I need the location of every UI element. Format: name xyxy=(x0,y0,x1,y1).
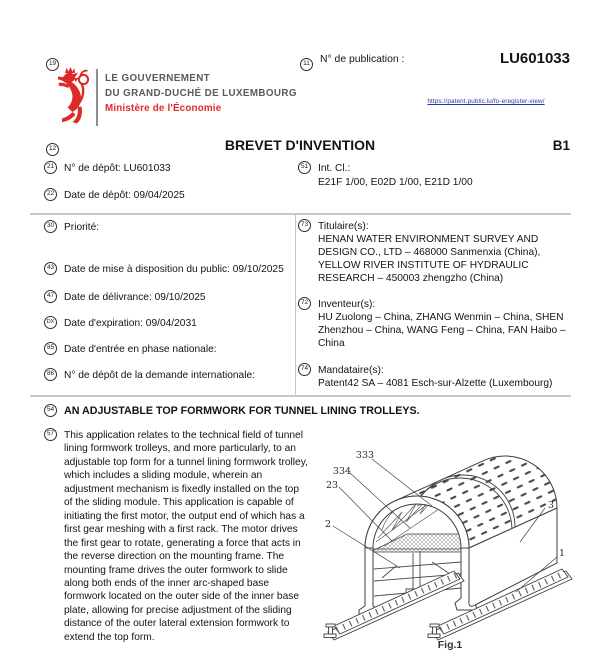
gov-line3-ministry: Ministère de l'Économie xyxy=(105,103,222,114)
table-column-divider xyxy=(295,213,296,396)
logo-divider xyxy=(96,69,98,126)
grant-date-text: Date de délivrance: 09/10/2025 xyxy=(64,292,206,303)
national-phase-row xyxy=(44,342,284,356)
inid-43-number: 43 xyxy=(44,262,57,275)
inventors-label: Inventeur(s): xyxy=(318,299,376,310)
figure-label-2: 2 xyxy=(324,519,332,530)
table-top-rule xyxy=(30,213,571,215)
patent-figure-drawing xyxy=(312,420,592,660)
abstract-row xyxy=(44,428,310,644)
int-cl-value: E21F 1/00, E02D 1/00, E21D 1/00 xyxy=(318,177,473,188)
gov-line1: LE GOUVERNEMENT xyxy=(105,73,211,84)
holders-label: Titulaire(s): xyxy=(318,221,369,232)
int-cl-label: Int. Cl.: xyxy=(318,163,351,174)
figure-label-3: 3 xyxy=(547,500,555,511)
expiry-date-row xyxy=(44,316,284,330)
abstract-text: This application relates to the technical field of tunnel lining formwork trolleys, and more particularly, to an adjustable top form for a tunnel lining formwork trolley, which includes a sliding module, wherein an adjustment mechanism is fixedly installed on the top of the sliding module. This application is capable of initiating the first motor, the output end of which has a first gear meshing with a first rack. The motor drives the first gear to rotate, generating a force that acts in the reverse direction on the mounting frame. The mounting frame drives the outer formwork to slide along both ends of the inner arc-shaped base formwork located on the outer side of the inner base plate, allowing for precise adjustment of the sliding distance of the outer lateral extension formwork to extend the top form. xyxy=(64,430,308,643)
invention-title: AN ADJUSTABLE TOP FORMWORK FOR TUNNEL LINING TROLLEYS. xyxy=(64,405,420,417)
holders-row xyxy=(298,219,570,233)
international-filing-row xyxy=(44,368,289,382)
inid-47-number: 47 xyxy=(44,290,57,303)
inid-19-number: 19 xyxy=(46,58,59,71)
depot-number-text: N° de dépôt: LU601033 xyxy=(64,163,171,174)
inid-57-number: 57 xyxy=(44,428,57,441)
inid-11-number: 11 xyxy=(300,58,313,71)
inid-73-number: 73 xyxy=(298,219,311,232)
inid-12-number: 12 xyxy=(46,143,59,156)
figure-label-23: 23 xyxy=(325,480,339,491)
eregister-link[interactable]: https://patent.public.lu/fo-eregister-view/ xyxy=(427,98,545,105)
kind-code: B1 xyxy=(552,138,570,153)
national-phase-text: Date d'entrée en phase nationale: xyxy=(64,344,217,355)
inid-51-number: 51 xyxy=(298,161,311,174)
depot-number-row xyxy=(44,161,171,175)
publication-number: LU601033 xyxy=(499,50,570,67)
inid-54-number: 54 xyxy=(44,404,57,417)
inid-74-number: 74 xyxy=(298,363,311,376)
table-bottom-rule xyxy=(30,395,571,397)
representative-text: Patent42 SA – 4081 Esch-sur-Alzette (Luxembourg) xyxy=(318,378,553,389)
international-filing-text: N° de dépôt de la demande internationale: xyxy=(64,370,255,381)
luxembourg-lion-logo-icon xyxy=(56,66,92,126)
figure-label-334: 334 xyxy=(332,466,352,477)
figure-caption: Fig.1 xyxy=(437,639,463,651)
publication-date-text: Date de mise à disposition du public: 09/10/2025 xyxy=(64,264,284,275)
inid-dx-number: DX xyxy=(44,316,57,329)
inventors-row xyxy=(298,297,570,311)
publication-label: N° de publication : xyxy=(320,54,405,65)
inid-86-number: 86 xyxy=(44,368,57,381)
holders-text: HENAN WATER ENVIRONMENT SURVEY AND DESIGN CO., LTD – 468000 Sanmenxia (China), YELLOW RIVER INSTITUTE OF HYDRAULIC RESEARCH – 450003 zhengzho (China) xyxy=(318,234,541,284)
inid-21-number: 21 xyxy=(44,161,57,174)
inid-circle-12 xyxy=(46,137,59,156)
gov-line2: DU GRAND-DUCHÉ DE LUXEMBOURG xyxy=(105,88,297,99)
inventors-text: HU Zuolong – China, ZHANG Wenmin – China, SHEN Zhenzhou – China, WANG Feng – China, FAN Haibo – China xyxy=(318,312,566,349)
publication-date-row xyxy=(44,262,289,276)
figure-label-1: 1 xyxy=(558,548,566,559)
expiry-date-text: Date d'expiration: 09/04/2031 xyxy=(64,318,197,329)
inid-circle-11 xyxy=(300,52,313,71)
representative-label: Mandataire(s): xyxy=(318,365,384,376)
invention-title-row xyxy=(44,404,564,418)
grant-date-row xyxy=(44,290,284,304)
figure-label-333: 333 xyxy=(355,450,375,461)
representative-row xyxy=(298,363,570,377)
int-cl-row xyxy=(298,161,350,175)
priority-text: Priorité: xyxy=(64,222,100,233)
government-wordmark xyxy=(105,71,297,116)
depot-date-text: Date de dépôt: 09/04/2025 xyxy=(64,190,185,201)
document-title: BREVET D'INVENTION xyxy=(224,137,376,153)
inid-22-number: 22 xyxy=(44,188,57,201)
inid-72-number: 72 xyxy=(298,297,311,310)
inid-85-number: 85 xyxy=(44,342,57,355)
depot-date-row xyxy=(44,188,185,202)
priority-row xyxy=(44,220,284,234)
inid-30-number: 30 xyxy=(44,220,57,233)
